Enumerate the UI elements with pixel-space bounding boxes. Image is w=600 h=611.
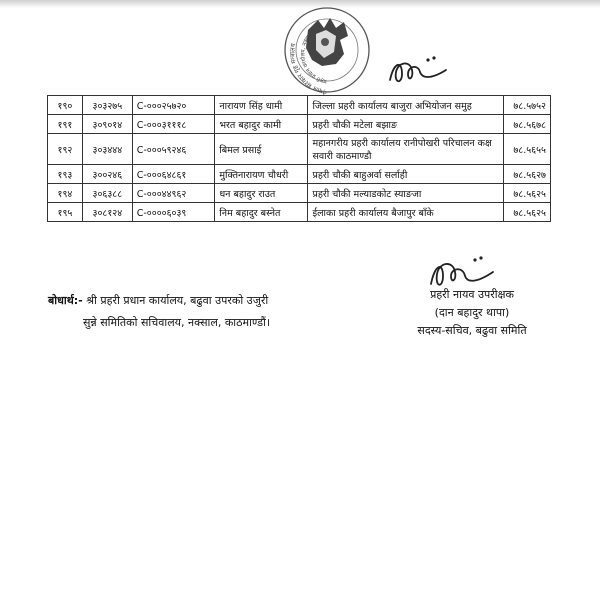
signatory-role: सदस्य-सचिव, बढुवा समिति xyxy=(417,324,527,337)
office-name: ईलाका प्रहरी कार्यालय बैजापुर बाँके xyxy=(308,203,504,222)
symbol-number: ३०६३८८ xyxy=(82,184,132,203)
police-code: C-०००६४८६१ xyxy=(132,165,215,184)
signatory-name: (दान बहादुर थापा) xyxy=(434,306,510,319)
cc-section xyxy=(48,290,270,334)
cc-line-2: सुन्ने समितिको सचिवालय, नक्साल, काठमाण्डौं। xyxy=(83,316,271,329)
police-code: C-०००३१११८ xyxy=(132,115,215,134)
office-name: प्रहरी चौकी बाहुअर्वा सर्लाही xyxy=(308,165,504,184)
symbol-number: ३००२४६ xyxy=(82,165,132,184)
table-row xyxy=(48,203,551,222)
serial-number: १९१ xyxy=(48,115,83,134)
total-marks: ७८.५६७८ xyxy=(504,115,551,134)
candidate-name: मुक्तिनारायण चौधरी xyxy=(215,165,308,184)
total-marks: ७८.५६२५ xyxy=(504,184,551,203)
candidate-name: नारायण सिंह धामी xyxy=(215,96,308,115)
cc-label: बोधार्थ:- xyxy=(48,294,83,307)
candidate-name: निम बहादुर बस्नेत xyxy=(215,203,308,222)
serial-number: १९४ xyxy=(48,184,83,203)
total-marks: ७८.५६२७ xyxy=(504,165,551,184)
signatory-rank: प्रहरी नायव उपरीक्षक xyxy=(430,288,514,301)
office-name: जिल्ला प्रहरी कार्यालय बाजुरा अभियोजन समुह xyxy=(308,96,504,115)
candidate-name: बिमल प्रसाई xyxy=(215,134,308,165)
table-row xyxy=(48,184,551,203)
cc-recipient: श्री प्रहरी प्रधान कार्यालय, बढुवा उपरको उजुरी xyxy=(86,294,269,307)
serial-number: १९३ xyxy=(48,165,83,184)
government-seal-icon xyxy=(278,6,376,96)
candidate-name: भरत बहादुर कामी xyxy=(215,115,308,134)
table-row xyxy=(48,165,551,184)
police-code: C-०००४४९६२ xyxy=(132,184,215,203)
police-code: C-०००२५७२० xyxy=(132,96,215,115)
symbol-number: ३०३४४४ xyxy=(82,134,132,165)
cc-line-1 xyxy=(48,290,270,312)
serial-number: १९२ xyxy=(48,134,83,165)
serial-number: १९५ xyxy=(48,203,83,222)
total-marks: ७८.५६५५ xyxy=(504,134,551,165)
table-row xyxy=(48,134,551,165)
signatory-block xyxy=(392,286,552,340)
promotion-list-table xyxy=(47,95,551,222)
serial-number: १९० xyxy=(48,96,83,115)
signature-icon xyxy=(384,48,454,90)
seal-outer-text: नेपाल सरकार गृह मन्त्रालय xyxy=(288,42,328,96)
candidate-name: धन बहादुर राउत xyxy=(215,184,308,203)
symbol-number: ३०९०१४ xyxy=(82,115,132,134)
total-marks: ७८.५६२५ xyxy=(504,203,551,222)
table-row xyxy=(48,96,551,115)
office-name: प्रहरी चौकी मल्याडकोट स्याङजा xyxy=(308,184,504,203)
symbol-number: ३०३२७५ xyxy=(82,96,132,115)
seal-inner-text: प्रहरी प्रधान कार्यालय, नक्साल xyxy=(300,30,328,84)
symbol-number: ३०८१२४ xyxy=(82,203,132,222)
police-code: C-०००५९२४६ xyxy=(132,134,215,165)
police-code: C-००००६०३९ xyxy=(132,203,215,222)
office-name: महानगरीय प्रहरी कार्यालय रानीपोखरी परिचालन कक्ष सवारी काठमाण्डौ xyxy=(308,134,504,165)
total-marks: ७८.५७५२ xyxy=(504,96,551,115)
table-row xyxy=(48,115,551,134)
office-name: प्रहरी चौकी मटेला बझाङ xyxy=(308,115,504,134)
